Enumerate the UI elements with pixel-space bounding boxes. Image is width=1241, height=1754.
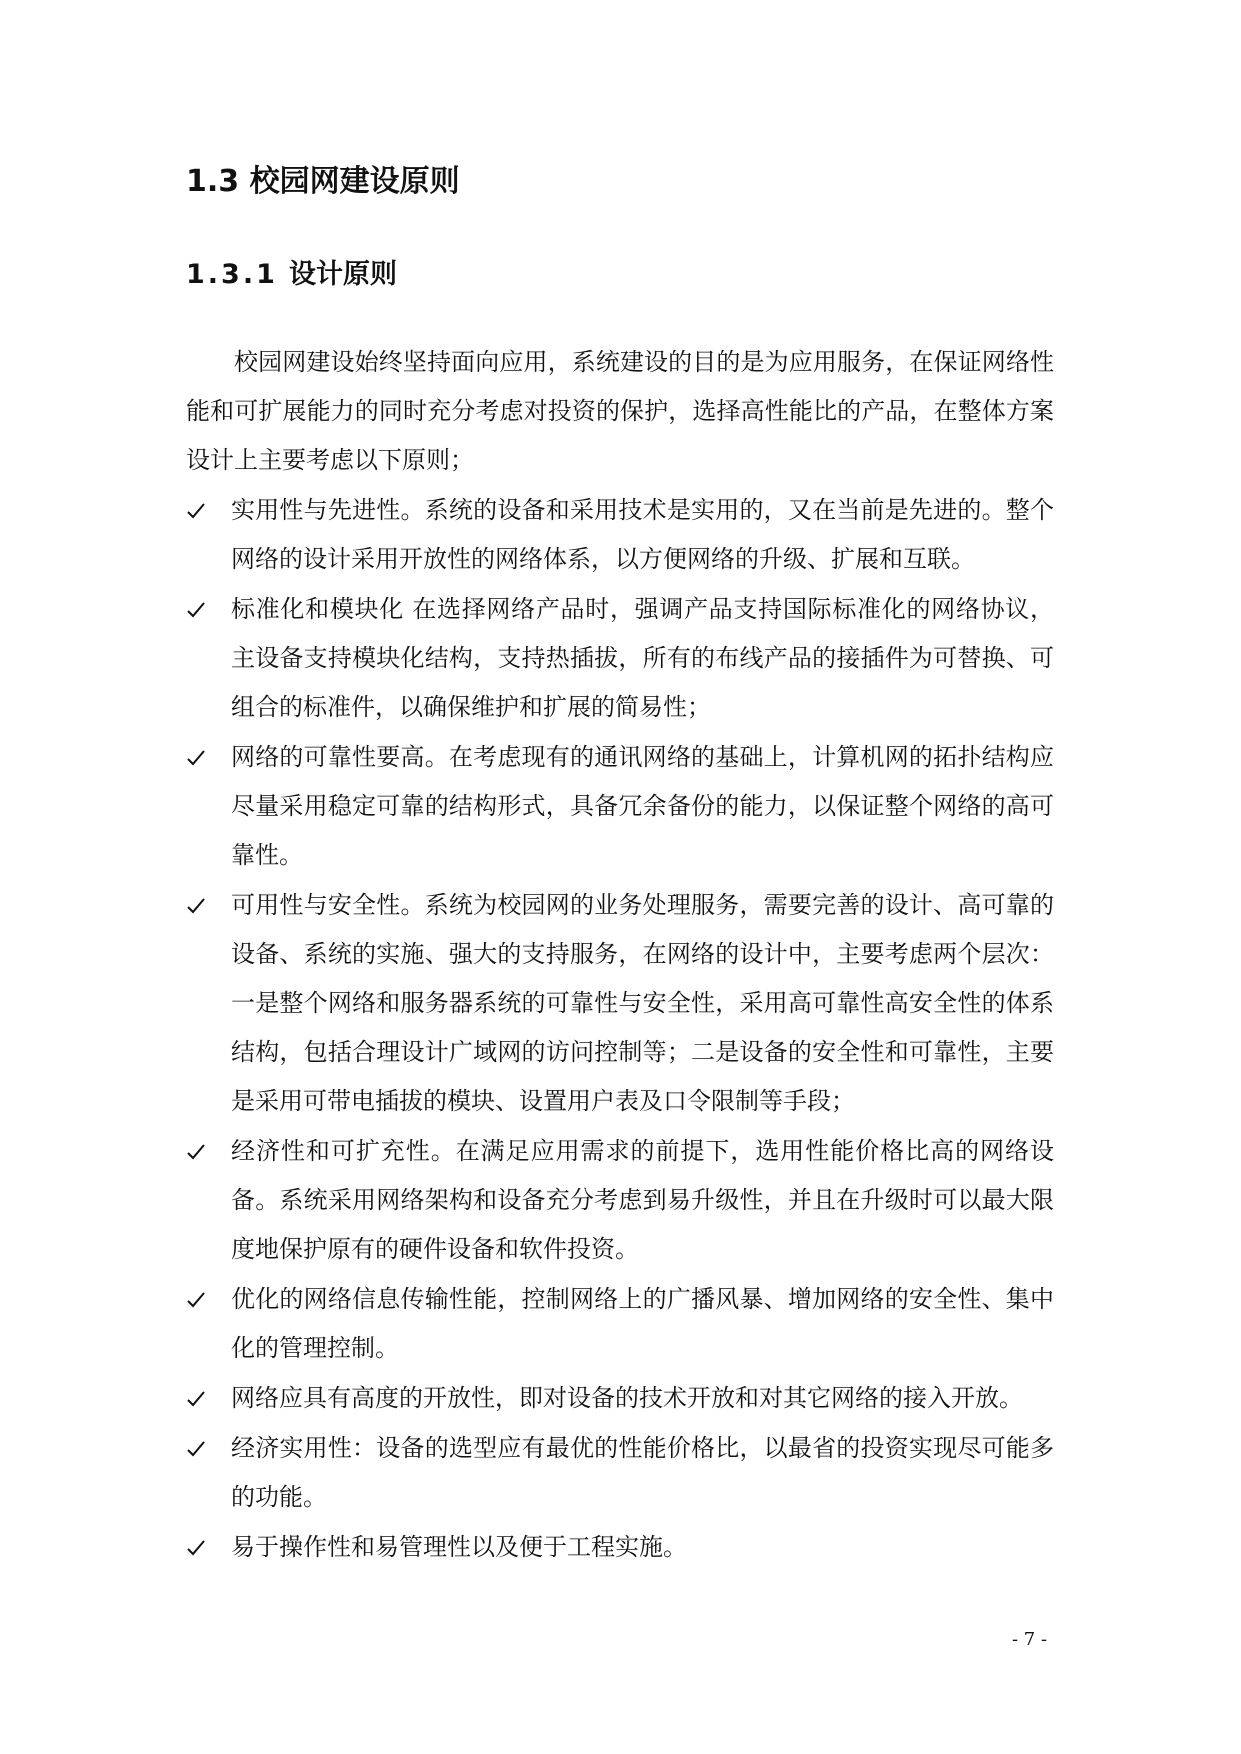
principle-item	[186, 1275, 1054, 1373]
principle-text: 经济实用性：设备的选型应有最优的性能价格比，以最省的投资实现尽可能多的功能。	[231, 1434, 1054, 1511]
principle-text: 实用性与先进性。系统的设备和采用技术是实用的，又在当前是先进的。整个网络的设计采用开放性的网络体系，以方便网络的升级、扩展和互联。	[231, 496, 1054, 573]
principle-text: 网络应具有高度的开放性，即对设备的技术开放和对其它网络的接入开放。	[231, 1384, 1023, 1412]
principle-item	[186, 881, 1054, 1126]
checkmark-icon	[186, 733, 212, 782]
section-title: 1.3 校园网建设原则	[186, 164, 460, 199]
principle-item	[186, 1127, 1054, 1274]
principle-item	[186, 1523, 1054, 1572]
checkmark-icon	[186, 1424, 212, 1473]
checkmark-icon	[186, 881, 212, 930]
principle-item	[186, 733, 1054, 880]
principle-item	[186, 486, 1054, 584]
principle-text: 优化的网络信息传输性能，控制网络上的广播风暴、增加网络的安全性、集中化的管理控制。	[231, 1285, 1054, 1362]
subsection-title-text: 设计原则	[289, 259, 397, 290]
subsection-title	[186, 255, 397, 295]
checkmark-icon	[186, 486, 212, 535]
checkmark-icon	[186, 1523, 212, 1572]
principle-text: 易于操作性和易管理性以及便于工程实施。	[231, 1533, 687, 1561]
principle-text: 经济性和可扩充性。在满足应用需求的前提下，选用性能价格比高的网络设备。系统采用网络架构和设备充分考虑到易升级性，并且在升级时可以最大限度地保护原有的硬件设备和软件投资。	[231, 1137, 1054, 1263]
principles-list	[186, 486, 1054, 1572]
principle-item	[186, 1374, 1054, 1423]
checkmark-icon	[186, 1374, 212, 1423]
checkmark-icon	[186, 1127, 212, 1176]
page-number: - 7 -	[1012, 1629, 1048, 1650]
principle-item	[186, 1424, 1054, 1522]
document-body	[186, 338, 1054, 1572]
principle-item	[186, 585, 1054, 732]
checkmark-icon	[186, 1275, 212, 1324]
checkmark-icon	[186, 585, 212, 634]
intro-paragraph: 校园网建设始终坚持面向应用，系统建设的目的是为应用服务，在保证网络性能和可扩展能力的同时充分考虑对投资的保护，选择高性能比的产品，在整体方案设计上主要考虑以下原则；	[186, 348, 1054, 474]
subsection-number: 1.3.1	[186, 259, 278, 290]
principle-text: 标准化和模块化 在选择网络产品时，强调产品支持国际标准化的网络协议，主设备支持模块化结构，支持热插拔，所有的布线产品的接插件为可替换、可组合的标准件，以确保维护和扩展的简易性；	[231, 595, 1054, 721]
principle-text: 网络的可靠性要高。在考虑现有的通讯网络的基础上，计算机网的拓扑结构应尽量采用稳定可靠的结构形式，具备冗余备份的能力，以保证整个网络的高可靠性。	[231, 743, 1054, 869]
principle-text: 可用性与安全性。系统为校园网的业务处理服务，需要完善的设计、高可靠的设备、系统的实施、强大的支持服务，在网络的设计中，主要考虑两个层次：一是整个网络和服务器系统的可靠性与安全性，采用高可靠性高安全性的体系结构，包括合理设计广域网的访问控制等；二是设备的安全性和可靠性，主要是采用可带电插拔的模块、设置用户表及口令限制等手段；	[231, 891, 1054, 1115]
